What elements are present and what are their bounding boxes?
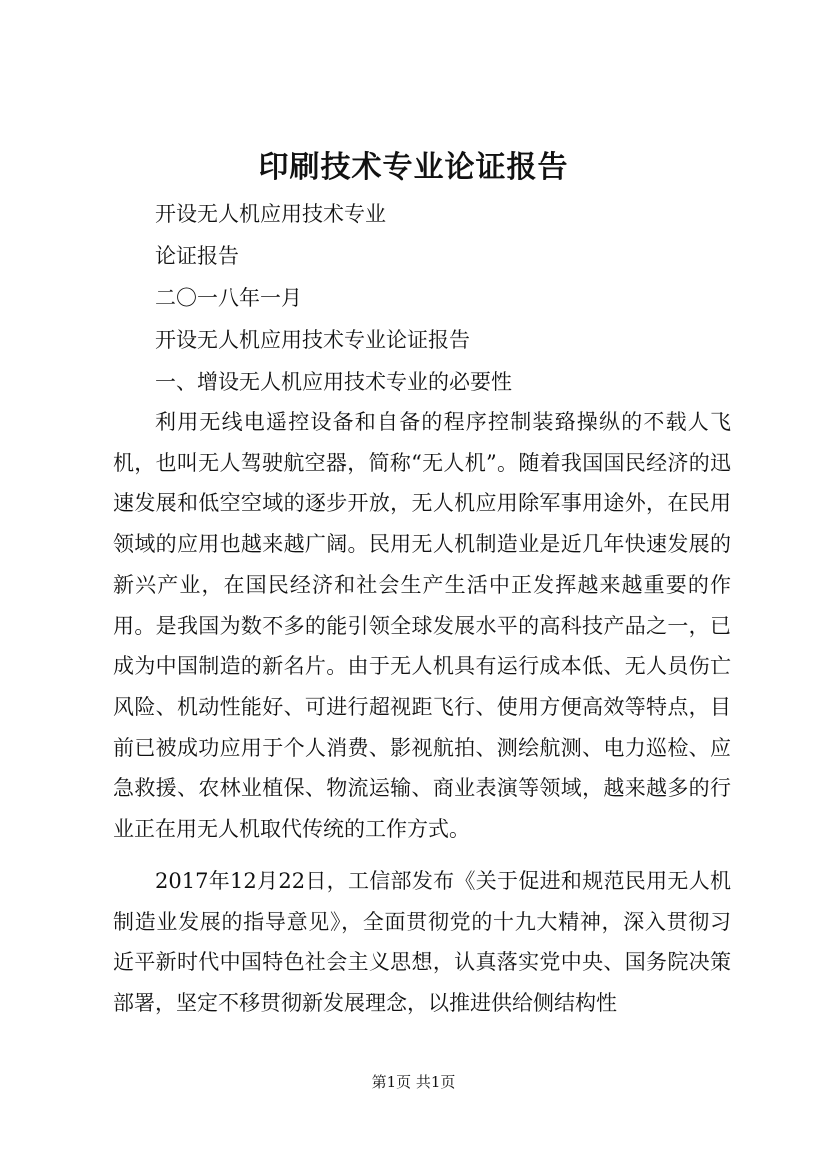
report-label-line: 论证报告 <box>155 244 239 268</box>
document-title: 印刷技术专业论证报告 <box>258 150 569 185</box>
subtitle-line: 开设无人机应用技术专业 <box>155 202 386 226</box>
section-heading: 一、增设无人机应用技术专业的必要性 <box>155 370 512 394</box>
page-footer: 第1页 共1页 <box>371 1073 456 1091</box>
body-paragraph: 利用无线电遥控设备和自备的程序控制装臵操纵的不载人飞机，也叫无人驾驶航空器，简称“无人机”。随着我国国民经济的迅速发展和低空空域的逐步开放，无人机应用除军事用途外，在民用领域的应用也越来越广阔。民用无人机制造业是近几年快速发展的新兴产业，在国民经济和社会生产生活中正发挥越来越重要的作用。是我国为数不多的能引领全球发展水平的高科技产品之一，已成为中国制造的新名片。由于无人机具有运行成本低、无人员伤亡风险、机动性能好、可进行超视距飞行、使用方便高效等特点，目前已被成功应用于个人消费、影视航拍、测绘航测、电力巡检、应急救援、农林业植保、物流运输、商业表演等领域，越来越多的行业正在用无人机取代传统的工作方式。 <box>113 410 731 842</box>
body-paragraph: 2017年12月22日，工信部发布《关于促进和规范民用无人机制造业发展的指导意见》，全面贯彻党的十九大精神，深入贯彻习近平新时代中国特色社会主义思想，认真落实党中央、国务院决策部署，坚定不移贯彻新发展理念，以推进供给侧结构性 <box>113 869 731 1016</box>
report-heading-line: 开设无人机应用技术专业论证报告 <box>155 328 470 352</box>
date-line: 二〇一八年一月 <box>155 286 302 310</box>
